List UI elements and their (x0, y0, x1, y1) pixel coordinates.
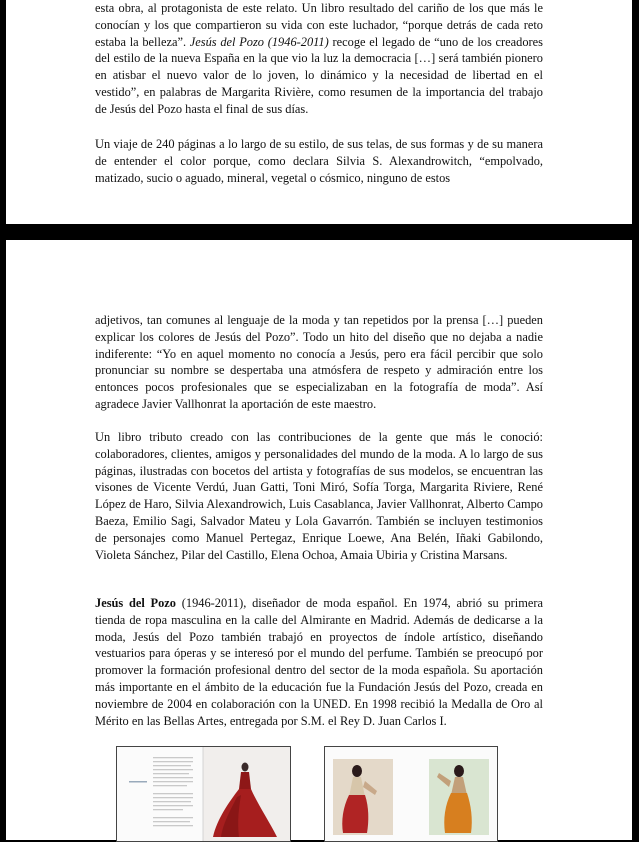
document-page-bottom (6, 240, 632, 840)
book-spread-red-gown-icon (117, 747, 290, 841)
book-spread-fashion-photos (324, 746, 498, 842)
book-spread-fashion-icon (325, 747, 497, 841)
book-title: Jesús del Pozo (1946-2011) (189, 34, 329, 49)
paragraph-journey: Un viaje de 240 páginas a lo largo de su estilo, de sus telas, de sus formas y de su manera de entender el color porque, como declara Silvia S. Alexandrowitch, “empolvado, matizado, sucio o aguado, mineral, vegetal o cósmico, ninguno de estos (95, 137, 543, 185)
paragraph-biography (95, 595, 543, 729)
book-spread-red-gown-photo (116, 746, 291, 842)
paragraph-colors: adjetivos, tan comunes al lenguaje de la moda y tan repetidos por la prensa […] pueden explicar los colores de Jesús del Pozo”. Todo un hito del diseño que no dejaba a nadie indiferente: “Yo en aquel momento no conocía a Jesús, pero era fácil percibir que solo pronunciar su nombre se despertaba una atmósfera de respeto y admiración entre los entonces pocos profesionales que se especializaban en la fotografía de moda”. Así agradece Javier Vallhonrat la aportación de este maestro. (95, 313, 543, 411)
paragraph-text: esta obra, al protagonista de este relato. Un libro resultado del cariño de los que más le conocían y los que compartieron su vida con este luchador, “porque detrás de cada reto estaba la belleza”. (95, 1, 543, 49)
designer-name: Jesús del Pozo (95, 596, 177, 610)
paragraph-text: recoge el legado de “uno de los creadores del estilo de la nueva España en la que vio la luz la democracia […] será también pionero en atisbar el nuevo valor de lo joven, lo dinámico y la necesidad de libertad en el vestido”, en palabras de Margarita Rivière, como resumen de la importancia del trabajo de Jesús del Pozo hasta el final de sus días. (95, 34, 544, 116)
paragraph-text: (1946-2011), diseñador de moda español. En 1974, abrió su primera tienda de ropa masculina en la calle del Almirante en Madrid. Además de dedicarse a la moda, Jesús del Pozo también trabajó en proyectos de índole artístico, diseñando vestuarios para óperas y se interesó por el mundo del perfume. También se preocupó por promover la formación profesional dentro del sector de la moda española. Su aportación más importante en el ámbito de la educación fue la Fundación Jesús del Pozo, creada en noviembre de 2004 en colaboración con la UNED. En 1998 recibió la Medalla de Oro al Mérito en las Bellas Artes, entregada por S.M. el Rey D. Juan Carlos I. (95, 596, 544, 728)
paragraph-tribute: Un libro tributo creado con las contribuciones de la gente que más le conoció: colaboradores, clientes, amigos y personalidades del mundo de la moda. A lo largo de sus páginas, ilustradas con bocetos del artista y fotografías de sus modelos, se encuentran las visones de Vicente Verdú, Juan Gatti, Toni Miró, Sofía Torga, Margarita Riviere, René López de Haro, Silvia Alexandrowich, Luis Casablanca, Javier Vallhonrat, Alberto Campo Baeza, Emilio Sagi, Salvador Mateu y Lola Gavarrón. También se incluyen testimonios de personajes como Manuel Pertegaz, Enrique Loewe, Ana Belén, Iñaki Gabilondo, Violeta Sánchez, Pilar del Castillo, Elena Ochoa, Amaia Ubiria y Cristina Marsans. (95, 430, 543, 562)
document-page-top (6, 0, 632, 224)
paragraph-legacy (95, 0, 543, 118)
